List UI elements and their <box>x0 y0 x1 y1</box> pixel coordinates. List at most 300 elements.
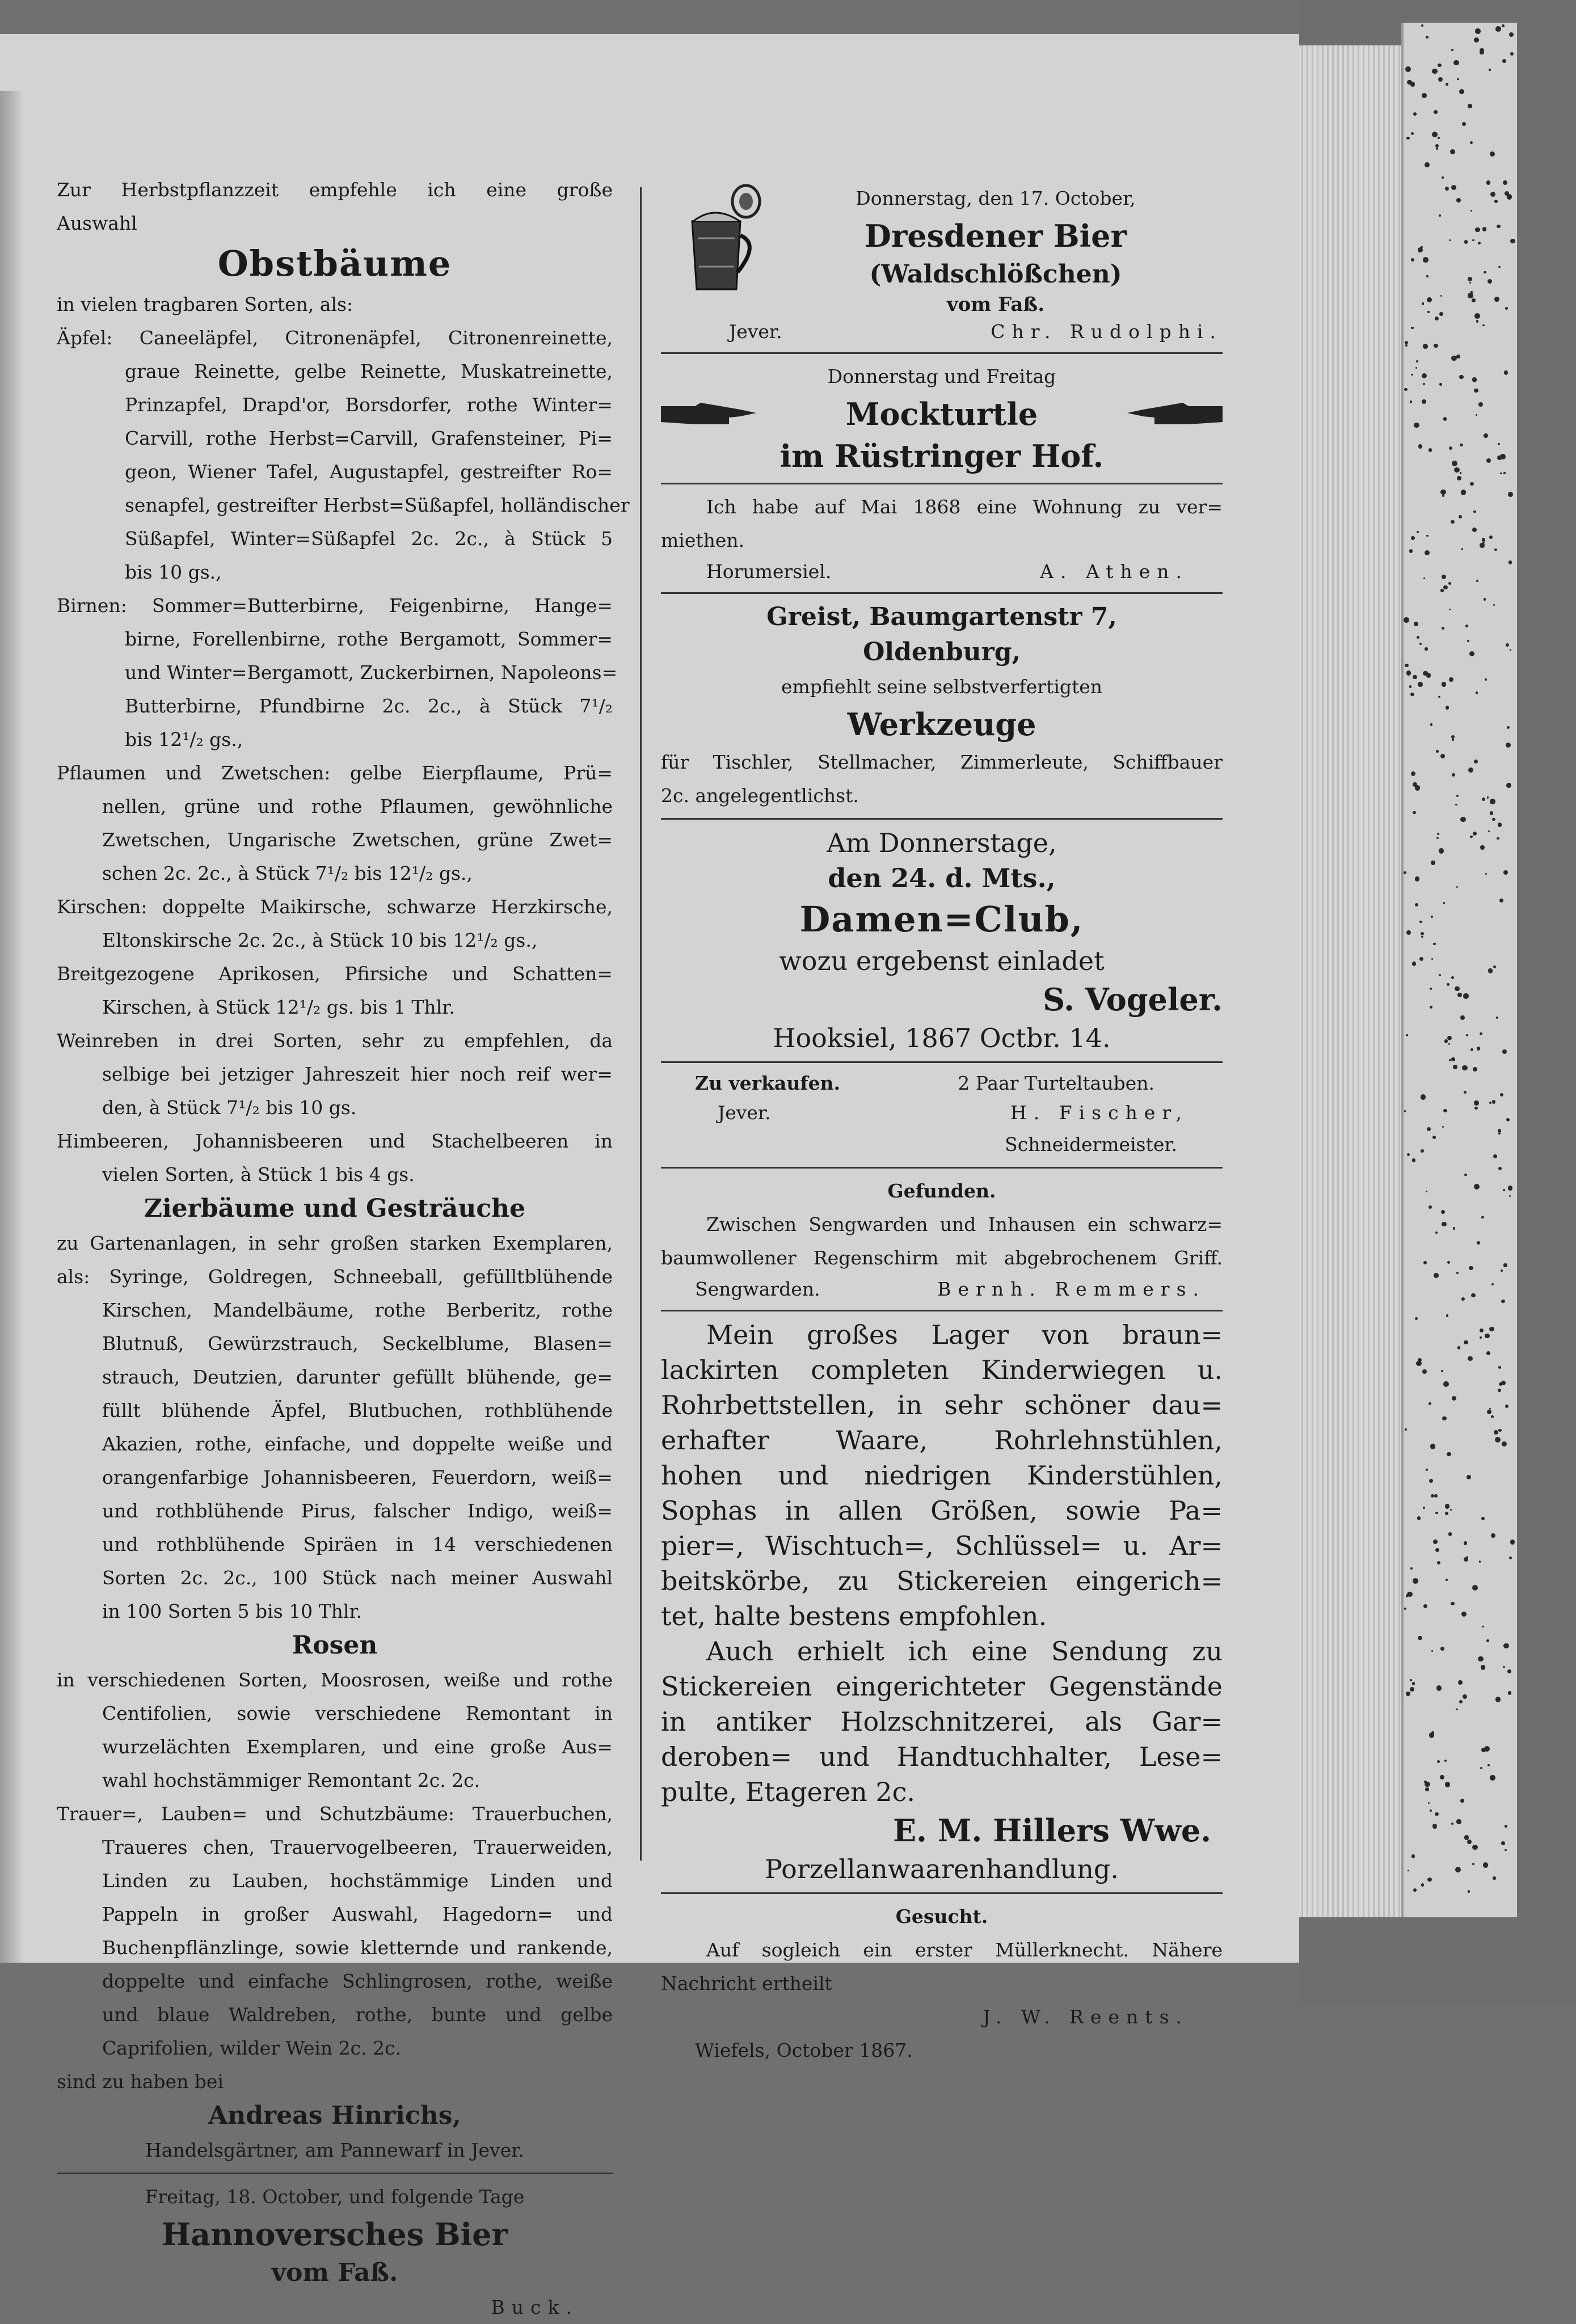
speck <box>1472 1585 1478 1591</box>
speck <box>1480 50 1484 55</box>
speck <box>1448 1043 1450 1045</box>
speck <box>1460 472 1462 474</box>
pointing-hand-right-icon <box>661 402 757 427</box>
speck <box>1441 1370 1443 1372</box>
speck <box>1454 467 1459 473</box>
speck <box>1490 1775 1495 1781</box>
speck <box>1432 1824 1437 1828</box>
speck <box>1426 36 1428 39</box>
speck <box>1494 1430 1498 1435</box>
text-line: baumwollener Regenschirm mit abgebrochenem Griff. <box>661 1247 1223 1269</box>
speck <box>1415 903 1418 906</box>
speck <box>1423 1261 1427 1264</box>
text-line: Sophas in allen Größen, sowie Pa= <box>661 1495 1223 1526</box>
speck <box>1473 832 1477 836</box>
speck <box>1412 1682 1415 1685</box>
speck <box>1494 200 1498 203</box>
speck <box>1406 930 1411 935</box>
speck <box>1468 1890 1470 1893</box>
speck <box>1470 210 1472 212</box>
gefunden-footer <box>661 1275 1223 1304</box>
speck <box>1427 297 1432 302</box>
speck <box>1426 535 1428 537</box>
speck <box>1506 1118 1510 1121</box>
text-line: Himbeeren, Johannisbeeren und Stachelbeeren in <box>57 1130 613 1152</box>
speck <box>1404 388 1408 391</box>
speck <box>1439 214 1441 217</box>
text-line: Mein großes Lager von braun= <box>706 1319 1223 1350</box>
speck <box>1498 266 1500 268</box>
speck <box>1478 402 1483 407</box>
speck <box>1411 771 1415 776</box>
text-line: Sorten 2c. 2c., 100 Stück nach meiner Auswahl <box>102 1567 613 1589</box>
tauben-footer <box>661 1098 1223 1128</box>
speck <box>1440 1775 1444 1779</box>
trauer-block <box>57 1797 613 2065</box>
speck <box>1423 577 1425 579</box>
speck <box>1435 144 1439 147</box>
greist-heading: Greist, Baumgartenstr 7, <box>766 602 1117 631</box>
speck <box>1423 1604 1427 1608</box>
speck <box>1457 476 1461 480</box>
speck <box>1426 1191 1427 1192</box>
speck <box>1416 360 1418 362</box>
speck <box>1436 750 1439 753</box>
speck <box>1417 636 1419 639</box>
speck <box>1413 811 1416 815</box>
divider <box>661 818 1223 820</box>
speck <box>1501 1300 1505 1303</box>
text-line: lackirten completen Kinderwiegen u. <box>661 1355 1223 1385</box>
text-line: für Tischler, Stellmacher, Zimmerleute, Schiffbauer <box>661 751 1223 773</box>
place: Sengwarden. <box>695 1278 820 1300</box>
speck <box>1472 239 1474 241</box>
text-line: Caprifolien, wilder Wein 2c. 2c. <box>102 2037 402 2059</box>
speck <box>1422 1369 1427 1374</box>
speck <box>1467 640 1469 642</box>
speck <box>1471 1293 1476 1298</box>
speck <box>1507 194 1512 199</box>
speck <box>1497 837 1499 840</box>
speck <box>1487 279 1492 284</box>
speck <box>1467 1840 1472 1844</box>
speck <box>1417 1516 1421 1520</box>
speck <box>1476 320 1479 323</box>
speck <box>1461 1297 1465 1301</box>
dresdener-sub: vom Faß. <box>946 293 1045 316</box>
speck <box>1441 1210 1445 1214</box>
speck <box>1485 678 1487 681</box>
speck <box>1447 983 1449 986</box>
speck <box>1426 275 1428 277</box>
speck <box>1432 69 1437 74</box>
text-line: Centifolien, sowie verschiedene Remontant in <box>102 1702 613 1724</box>
speck <box>1510 1540 1515 1545</box>
speck <box>1498 1167 1502 1170</box>
speck <box>1456 1819 1461 1824</box>
text-line: Pappeln in großer Auswahl, Hagedorn= und <box>102 1903 613 1925</box>
text-line: Zwetschen, Ungarische Zwetschen, grüne Zwet= <box>102 829 613 851</box>
speck <box>1464 1340 1468 1345</box>
speck <box>1481 1517 1485 1520</box>
speck <box>1488 830 1490 832</box>
speck <box>1508 492 1513 497</box>
speck <box>1461 1612 1467 1617</box>
speck <box>1430 723 1433 726</box>
speck <box>1406 1692 1410 1696</box>
speck <box>1472 298 1476 302</box>
speck <box>1507 726 1510 729</box>
speck <box>1499 899 1503 902</box>
text-line: Auch erhielt ich eine Sendung zu <box>706 1636 1223 1667</box>
speck <box>1502 1049 1507 1055</box>
divider <box>661 1310 1223 1311</box>
speck <box>1485 873 1487 875</box>
speck <box>1427 1878 1432 1882</box>
gefunden-heading: Gefunden. <box>887 1180 996 1202</box>
text-line: nellen, grüne und rothe Pflaumen, gewöhnliche <box>102 795 613 817</box>
weinreben-block <box>57 1024 613 1124</box>
ruestringer-heading: im Rüstringer Hof. <box>779 438 1104 474</box>
speck <box>1431 1494 1434 1498</box>
speck <box>1460 1015 1465 1020</box>
speck <box>1455 986 1459 991</box>
speck <box>1509 1195 1511 1197</box>
text-line: Stickereien eingerichteter Gegenstände <box>661 1671 1223 1702</box>
speck <box>1430 1810 1432 1812</box>
pflaumen-block <box>57 756 613 890</box>
text-line: Buchenpflänzlinge, sowie kletternde und rankende, <box>102 1937 613 1959</box>
speck <box>1456 198 1461 203</box>
speck <box>1445 187 1449 191</box>
divider <box>661 352 1223 354</box>
speck <box>1489 1327 1494 1331</box>
text-line: pulte, Etageren 2c. <box>661 1777 916 1807</box>
lager-block <box>661 1317 1223 1810</box>
speck <box>1493 604 1495 606</box>
intro-line: Zur Herbstpflanzzeit empfehle ich eine große <box>57 179 613 201</box>
place: Horumersiel. <box>706 560 832 583</box>
speck <box>1411 132 1414 135</box>
speck <box>1452 739 1454 741</box>
speck <box>1438 64 1442 68</box>
text-line: Traueres chen, Trauervogelbeeren, Trauerweiden, <box>102 1836 613 1858</box>
speck <box>1489 69 1490 70</box>
speck <box>1443 417 1447 421</box>
bier-line: Freitag, 18. October, und folgende Tage <box>145 2186 525 2208</box>
place: Jever. <box>718 1102 771 1124</box>
speck <box>1482 542 1485 544</box>
speck <box>1406 670 1411 675</box>
speck <box>1505 1404 1508 1408</box>
speck <box>1501 1381 1506 1385</box>
text-line: Linden zu Lauben, hochstämmige Linden und <box>102 1870 613 1892</box>
speck <box>1474 313 1480 319</box>
speck <box>1498 1389 1501 1392</box>
speck <box>1418 682 1423 687</box>
text-line: wurzelächten Exemplaren, und eine große Aus= <box>102 1736 613 1758</box>
rosen-block <box>57 1663 613 1797</box>
speck <box>1456 795 1459 797</box>
text-line: graue Reinette, gelbe Reinette, Muskatreinette, <box>125 360 613 382</box>
speck <box>1475 28 1481 34</box>
speck <box>1437 1760 1440 1763</box>
oldenburg-heading: Oldenburg, <box>863 638 1021 667</box>
speck <box>1470 1048 1473 1051</box>
speck <box>1416 1361 1421 1366</box>
speck <box>1500 1093 1503 1096</box>
speck <box>1443 585 1447 589</box>
speck <box>1505 1849 1506 1851</box>
speck <box>1489 1408 1491 1410</box>
tauben-label: Zu verkaufen. <box>695 1072 841 1094</box>
speck <box>1446 83 1448 86</box>
speck <box>1450 1509 1452 1511</box>
speck <box>1411 536 1415 540</box>
speck <box>1404 871 1406 874</box>
speck <box>1490 192 1495 197</box>
wohnung-footer <box>661 557 1223 587</box>
text-line: Trauer=, Lauben= und Schutzbäume: Trauerbuchen, <box>57 1803 613 1825</box>
signature: Chr. Rudolphi. <box>991 320 1223 343</box>
speck <box>1480 1328 1484 1332</box>
speck <box>1419 643 1422 645</box>
divider <box>661 483 1223 484</box>
speck <box>1506 743 1511 748</box>
speck <box>1410 693 1414 696</box>
text-line: bis 10 gs., <box>125 561 222 583</box>
speck <box>1463 1694 1468 1699</box>
text-line: in verschiedenen Sorten, Moosrosen, weiße und rothe <box>57 1669 613 1691</box>
speck <box>1455 1867 1461 1872</box>
speck <box>1487 796 1489 798</box>
speck <box>1468 104 1472 108</box>
text-line: als: Syringe, Goldregen, Schneeball, gefülltblühende <box>57 1266 613 1288</box>
speck <box>1440 589 1443 592</box>
speck <box>1459 89 1465 95</box>
speck <box>1457 993 1462 997</box>
speck <box>1418 247 1423 252</box>
text-line: Breitgezogene Aprikosen, Pfirsiche und Schatten= <box>57 963 613 985</box>
speck <box>1423 383 1425 385</box>
speck <box>1445 1504 1450 1509</box>
speck <box>1466 1034 1468 1036</box>
speck <box>1482 227 1487 231</box>
speck <box>1460 817 1465 822</box>
speck <box>1452 461 1457 466</box>
speck <box>1487 1764 1490 1766</box>
speck <box>1498 823 1502 826</box>
speck <box>1498 1133 1501 1135</box>
intro-line: Auswahl <box>57 212 137 234</box>
speck <box>1426 1469 1428 1471</box>
speck <box>1467 1556 1468 1558</box>
text-line: Nachricht ertheilt <box>661 1972 832 1994</box>
speck <box>1456 1709 1458 1711</box>
speck <box>1451 1823 1453 1825</box>
speck <box>1413 1888 1417 1892</box>
speck <box>1490 811 1494 815</box>
speck <box>1409 549 1413 552</box>
speck <box>1481 1665 1486 1670</box>
speck <box>1411 374 1413 376</box>
speck <box>1459 375 1464 379</box>
left-column <box>57 173 630 2324</box>
speck <box>1448 582 1451 585</box>
speck <box>1404 1608 1406 1610</box>
speck <box>1448 1532 1452 1536</box>
speck <box>1428 1205 1432 1209</box>
speck <box>1405 341 1408 344</box>
speck <box>1488 968 1493 973</box>
damen-club-heading: Damen=Club, <box>799 899 1084 940</box>
speck <box>1410 1679 1412 1681</box>
speck <box>1485 1334 1489 1338</box>
speck <box>1407 1153 1410 1156</box>
speck <box>1506 783 1511 788</box>
speck <box>1446 706 1449 709</box>
speck <box>1497 225 1500 228</box>
speck <box>1484 433 1488 438</box>
speck <box>1480 845 1485 850</box>
speck <box>1421 936 1423 938</box>
speck <box>1492 818 1495 821</box>
speck <box>1472 528 1477 532</box>
text-line: Blutnuß, Gewürzstrauch, Seckelblume, Blasen= <box>102 1332 613 1355</box>
speck <box>1445 1782 1451 1787</box>
text-line: erhafter Waare, Rohrlehnstühlen, <box>661 1425 1223 1456</box>
speck <box>1439 383 1442 386</box>
speck <box>1472 1845 1478 1850</box>
vogeler-name: S. Vogeler. <box>1043 981 1223 1018</box>
speck <box>1413 1578 1418 1584</box>
speck <box>1431 861 1435 864</box>
speck <box>1405 664 1409 668</box>
gesucht-place: Wiefels, October 1867. <box>695 2039 913 2061</box>
speck <box>1442 627 1444 630</box>
speck <box>1406 1595 1409 1597</box>
speck <box>1462 122 1466 126</box>
speck <box>1422 302 1425 305</box>
speck <box>1445 1512 1448 1515</box>
speck <box>1425 162 1430 167</box>
speck <box>1405 1428 1407 1431</box>
speck <box>1457 78 1459 81</box>
speck <box>1438 137 1440 139</box>
speck <box>1423 257 1428 263</box>
speck <box>1456 886 1458 888</box>
speck <box>1457 1346 1461 1349</box>
tauben-row <box>661 1069 1223 1098</box>
speck <box>1449 446 1452 450</box>
text-line: zu Gartenanlagen, in sehr großen starken Exemplaren, <box>57 1232 613 1254</box>
speck <box>1482 798 1485 801</box>
speck <box>1464 1541 1468 1545</box>
speck <box>1496 1017 1498 1019</box>
speck <box>1412 1158 1416 1162</box>
speck <box>1435 1512 1438 1515</box>
speck <box>1480 1336 1482 1339</box>
text-line: Prinzapfel, Drapd'or, Borsdorfer, rothe Winter= <box>125 394 613 416</box>
text-line: pier=, Wischtuch=, Schlüssel= u. Ar= <box>661 1530 1223 1561</box>
speck <box>1427 1127 1431 1131</box>
speck <box>1435 1812 1438 1816</box>
mockturtle-row <box>661 393 1223 435</box>
speck <box>1498 1366 1501 1369</box>
speck <box>1444 1760 1447 1762</box>
speck <box>1473 511 1476 513</box>
speck <box>1411 327 1413 329</box>
speck <box>1483 1862 1489 1868</box>
speck <box>1438 696 1440 698</box>
speck <box>1406 1034 1408 1036</box>
speck <box>1431 1650 1433 1652</box>
speck <box>1434 110 1437 113</box>
speck <box>1476 580 1478 582</box>
speck <box>1449 239 1451 241</box>
dresdener-subheading: (Waldschlößchen) <box>869 260 1122 289</box>
hillers-name: E. M. Hillers Wwe. <box>893 1812 1211 1849</box>
signature: A. Athen. <box>1040 560 1189 583</box>
speck <box>1438 77 1443 82</box>
text-line: den, à Stück 7¹/₂ bis 10 gs. <box>102 1096 357 1119</box>
speck <box>1474 37 1479 43</box>
speck <box>1486 458 1491 463</box>
speck <box>1419 921 1422 923</box>
speck <box>1461 548 1463 550</box>
speck <box>1494 549 1497 551</box>
gesucht-signature: J. W. Reents. <box>983 2006 1189 2028</box>
pointing-hand-left-icon <box>1126 402 1223 427</box>
speck <box>1436 837 1439 840</box>
speck <box>1410 1567 1413 1570</box>
speck <box>1428 448 1432 452</box>
speck <box>1502 24 1505 27</box>
text-line: birne, Forellenbirne, rothe Bergamott, Sommer= <box>125 628 613 650</box>
speck <box>1415 1317 1418 1320</box>
text-line: Carvill, rothe Herbst=Carvill, Grafensteiner, Pi= <box>125 427 613 449</box>
speck <box>1432 1136 1436 1139</box>
speck <box>1478 1656 1483 1661</box>
speck <box>1509 32 1514 37</box>
speck <box>1434 1273 1439 1278</box>
speck <box>1412 961 1417 966</box>
speck <box>1477 1241 1480 1245</box>
speck <box>1410 82 1415 86</box>
speck <box>1510 649 1511 651</box>
speck <box>1408 1870 1409 1871</box>
text-line: selbige bei jetziger Jahreszeit hier noch reif wer= <box>102 1063 613 1085</box>
speck <box>1425 1787 1429 1791</box>
speck <box>1446 1579 1448 1581</box>
text-line: in 100 Sorten 5 bis 10 Thlr. <box>102 1600 363 1622</box>
speck <box>1435 317 1439 320</box>
text-line: deroben= und Handtuchhalter, Lese= <box>661 1741 1223 1772</box>
speck <box>1442 575 1446 579</box>
speck <box>1486 1351 1490 1355</box>
speck <box>1433 943 1435 945</box>
text-line: geon, Wiener Tafel, Augustapfel, gestreifter Ro= <box>125 461 613 483</box>
speck <box>1465 625 1468 627</box>
speck <box>1435 1548 1439 1552</box>
speck <box>1404 617 1409 623</box>
speck <box>1481 1216 1484 1219</box>
speck <box>1474 760 1478 764</box>
speck <box>1470 836 1473 838</box>
speck <box>1440 1647 1444 1651</box>
divider <box>661 1167 1223 1169</box>
text-line: füllt blühende Äpfel, Blutbuchen, rothblühende <box>102 1399 613 1422</box>
